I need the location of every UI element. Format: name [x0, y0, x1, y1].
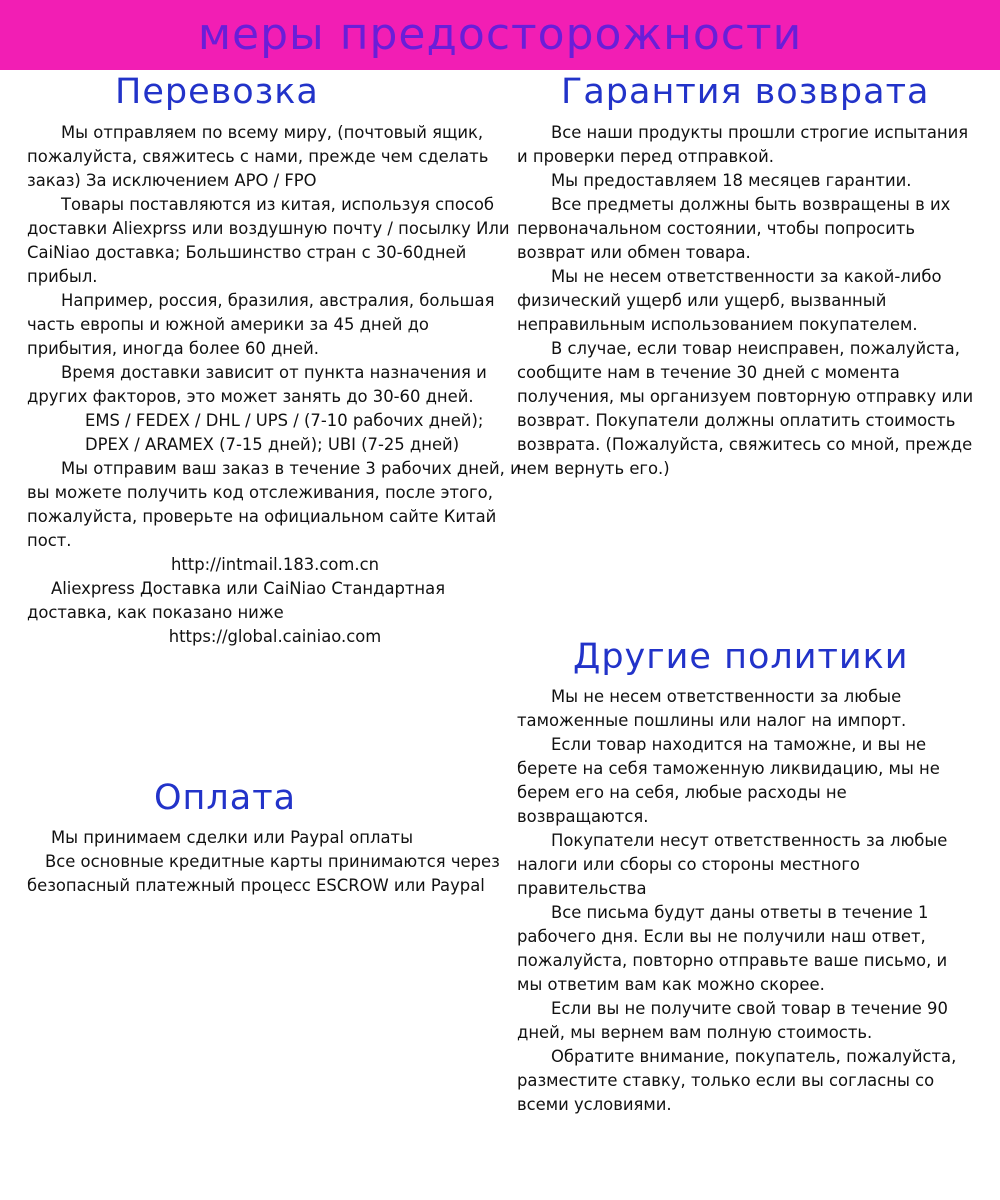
shipping-paragraph-worldwide: Мы отправляем по всему миру, (почтовый ящик, пожалуйста, свяжитесь с нами, прежде чем сделать заказ) За исключением APO / FPO	[27, 123, 489, 190]
title-banner	[0, 0, 1000, 70]
other-paragraph-taxes: Покупатели несут ответственность за любые налоги или сборы со стороны местного правительства	[517, 831, 948, 898]
return-paragraph-testing: Все наши продукты прошли строгие испытания и проверки перед отправкой.	[517, 123, 969, 166]
shipping-paragraph-express: EMS / FEDEX / DHL / UPS / (7-10 рабочих дней);	[85, 411, 484, 430]
payment-paragraph-cards: Все основные кредитные карты принимаются через безопасный платежный процесс ESCROW или Paypal	[27, 852, 500, 895]
other-paragraph-agreement: Обратите внимание, покупатель, пожалуйста, разместите ставку, только если вы согласны со всеми условиями.	[517, 1047, 957, 1114]
other-paragraph-customs-clearance: Если товар находится на таможне, и вы не берете на себя таможенную ликвидацию, мы не берем его на себя, любые расходы не возвращаются.	[517, 735, 940, 826]
other-policies-section	[517, 685, 977, 1117]
shipping-paragraph-examples: Например, россия, бразилия, австралия, большая часть европы и южной америки за 45 дней до прибытия, иногда более 60 дней.	[27, 291, 495, 358]
return-paragraph-liability: Мы не несем ответственности за какой-либо физический ущерб или ущерб, вызванный неправильным использованием покупателем.	[517, 267, 942, 334]
shipping-section	[27, 121, 523, 649]
payment-paragraph-paypal: Мы принимаем сделки или Paypal оплаты	[51, 828, 414, 847]
shipping-paragraph-dpex: DPEX / ARAMEX (7-15 дней); UBI (7-25 дней)	[85, 435, 460, 454]
shipping-heading: Перевозка	[115, 72, 319, 112]
payment-section	[27, 826, 507, 898]
shipping-paragraph-delivery-method: Товары поставляются из китая, используя способ доставки Aliexprss или воздушную почту / посылку Или CaiNiao доставка; Большинство стран с 30-60дней прибыл.	[27, 195, 510, 286]
shipping-paragraph-cainiao: Aliexpress Доставка или CaiNiao Стандартная доставка, как показано ниже	[27, 579, 446, 622]
return-guarantee-heading: Гарантия возврата	[561, 72, 930, 112]
shipping-paragraph-delivery-time: Время доставки зависит от пункта назначения и других факторов, это может занять до 30-60 дней.	[27, 363, 487, 406]
other-paragraph-customs-duties: Мы не несем ответственности за любые таможенные пошлины или налог на импорт.	[517, 687, 907, 730]
payment-heading: Оплата	[154, 778, 297, 818]
other-paragraph-refund: Если вы не получите свой товар в течение 90 дней, мы вернем вам полную стоимость.	[517, 999, 948, 1042]
return-paragraph-defective: В случае, если товар неисправен, пожалуйста, сообщите нам в течение 30 дней с момента получения, мы организуем повторную отправку или возврат. Покупатели должны оплатить стоимость возврата. (Пожалуйста, свяжитесь со мной, прежде чем вернуть его.)	[517, 339, 974, 478]
return-paragraph-warranty: Мы предоставляем 18 месяцев гарантии.	[551, 171, 912, 190]
other-policies-heading: Другие политики	[573, 637, 909, 677]
tracking-link-chinapost[interactable]: http://intmail.183.com.cn	[170, 555, 380, 574]
tracking-link-cainiao[interactable]: https://global.cainiao.com	[168, 627, 382, 646]
page-title: меры предосторожности	[197, 9, 803, 60]
other-paragraph-email-replies: Все письма будут даны ответы в течение 1 рабочего дня. Если вы не получили наш ответ, пожалуйста, повторно отправьте ваше письмо, и мы ответим вам как можно скорее.	[517, 903, 948, 994]
return-paragraph-condition: Все предметы должны быть возвращены в их первоначальном состоянии, чтобы попросить возврат или обмен товара.	[517, 195, 951, 262]
return-guarantee-section	[517, 121, 979, 481]
shipping-paragraph-tracking: Мы отправим ваш заказ в течение 3 рабочих дней, и вы можете получить код отслеживания, после этого, пожалуйста, проверьте на официальном сайте Китай пост.	[27, 459, 521, 550]
